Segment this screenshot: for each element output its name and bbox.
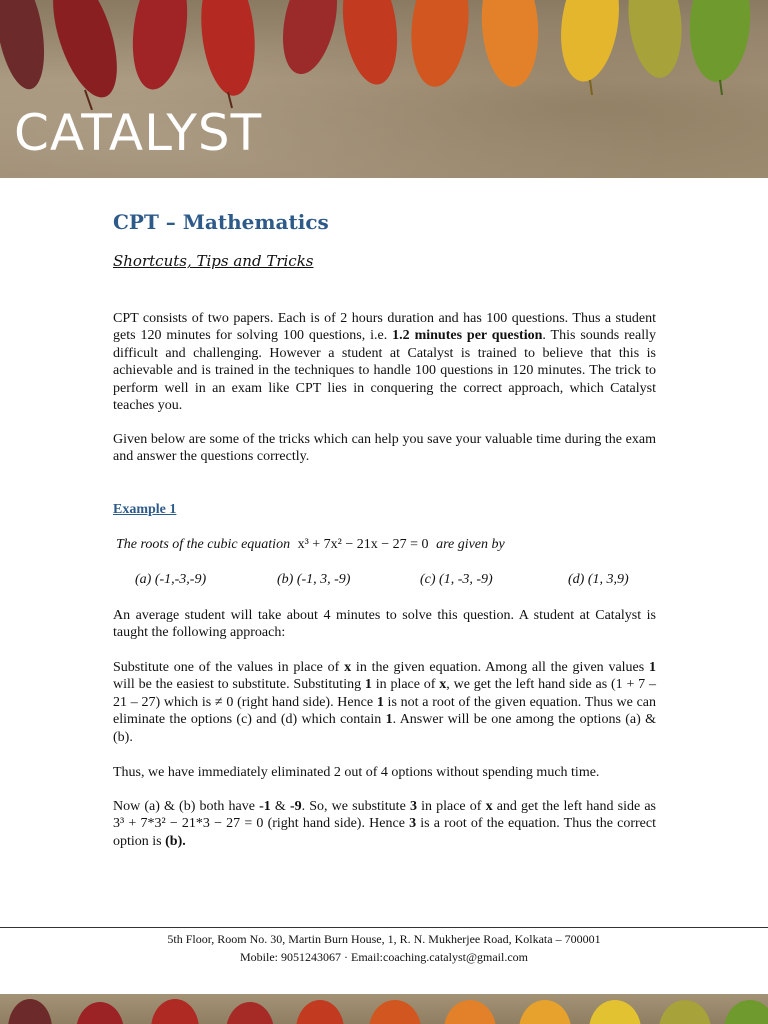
s2-bold-one: 1 (385, 712, 393, 728)
question-text-a: The roots of the cubic equation (116, 537, 291, 552)
intro-text-a: CPT consists of two papers. Each is of 2 hours duration and has 100 questions. Thus a student gets 120 minutes for solving 100 questions, i.e. (113, 311, 656, 344)
solution-paragraph-4 (113, 798, 656, 850)
s2-bold-one: 1 (376, 694, 384, 710)
autumn-leaves-image (0, 994, 768, 1024)
example-question (116, 537, 505, 553)
s2-bold-x: x (439, 677, 447, 693)
option-c: (c) (1, -3, -9) (420, 572, 493, 587)
solution-paragraph-3: Thus, we have immediately eliminated 2 out of 4 options without spending much time. (113, 765, 600, 780)
s4-bold-minus-nine: -9 (289, 799, 302, 814)
s2-bold-one: 1 (649, 660, 657, 675)
example-heading: Example 1 (113, 502, 177, 517)
footer-leaves-strip (0, 994, 768, 1024)
s2-text-g: . Answer will be one among the options (a) & (b). (113, 712, 657, 745)
option-d: (d) (1, 3,9) (568, 572, 629, 587)
option-a: (a) (-1,-3,-9) (135, 572, 207, 587)
intro-text-b: . This sounds really difficult and challenging. However a student at Catalyst is trained to believe that this is achievable and is trained in the techniques to handle 100 questions in 120 minutes. The trick to perform well in an exam like CPT lies in conquering the correct approach, which Catalyst teaches you. (113, 328, 656, 414)
s2-bold-x: x (344, 660, 352, 675)
s2-text-e: , we get the left hand side as (1 + 7 – 21 – 27) which is ≠ 0 (right hand side). Hence (113, 677, 657, 710)
s4-text-f: is a root of the equation. Thus the correct option is (113, 816, 656, 849)
intro-paragraph-1 (113, 310, 656, 414)
s4-ampersand: & (270, 799, 290, 814)
s4-bold-three: 3 (409, 816, 417, 832)
footer-contact: Mobile: 9051243067 · Email:coaching.catalyst@gmail.com (240, 950, 528, 964)
option-b: (b) (-1, 3, -9) (277, 572, 351, 587)
autumn-leaves-image (0, 0, 768, 110)
s4-answer: (b). (165, 833, 186, 849)
cubic-equation: x³ + 7x² − 21x − 27 = 0 (297, 537, 429, 552)
s2-text-a: Substitute one of the values in place of (113, 660, 345, 675)
solution-paragraph-1: An average student will take about 4 minutes to solve this question. A student at Catalyst is taught the following approach: (113, 608, 656, 641)
intro-paragraph-2: Given below are some of the tricks which can help you save your valuable time during the exam and answer the questions correctly. (113, 432, 656, 465)
s4-equation: 3³ + 7*3² − 21*3 − 27 (113, 816, 241, 832)
s4-text-a: Now (a) & (b) both have (113, 799, 260, 814)
question-text-b: are given by (436, 537, 505, 552)
page-title: CPT – Mathematics (113, 210, 329, 234)
brand-logo: CATALYST (14, 104, 263, 162)
s4-text-c: in place of (416, 799, 486, 814)
s4-text-e: = 0 (right hand side). Hence (240, 816, 410, 832)
s4-text-b: . So, we substitute (301, 799, 410, 814)
footer-address: 5th Floor, Room No. 30, Martin Burn House, 1, R. N. Mukherjee Road, Kolkata – 700001 (167, 932, 601, 946)
s4-bold-x: x (485, 799, 493, 814)
s4-bold-minus-one: -1 (259, 799, 271, 814)
s2-bold-one: 1 (364, 677, 372, 693)
s2-text-b: in the given equation. Among all the given values (351, 660, 650, 675)
s2-text-f: is not a root of the given equation. Thus we can eliminate the options (c) and (d) which contain (113, 694, 656, 728)
solution-paragraph-2 (113, 659, 656, 746)
header-banner (0, 0, 768, 178)
s4-text-d: and get the left hand side as (492, 799, 657, 814)
s4-bold-three: 3 (409, 799, 417, 814)
intro-bold-text: 1.2 minutes per question (392, 328, 543, 344)
footer-divider (0, 927, 768, 928)
page-subtitle: Shortcuts, Tips and Tricks (113, 252, 314, 270)
s2-text-c: will be the easiest to substitute. Substituting (113, 677, 365, 693)
s2-text-d: in place of (371, 677, 440, 693)
